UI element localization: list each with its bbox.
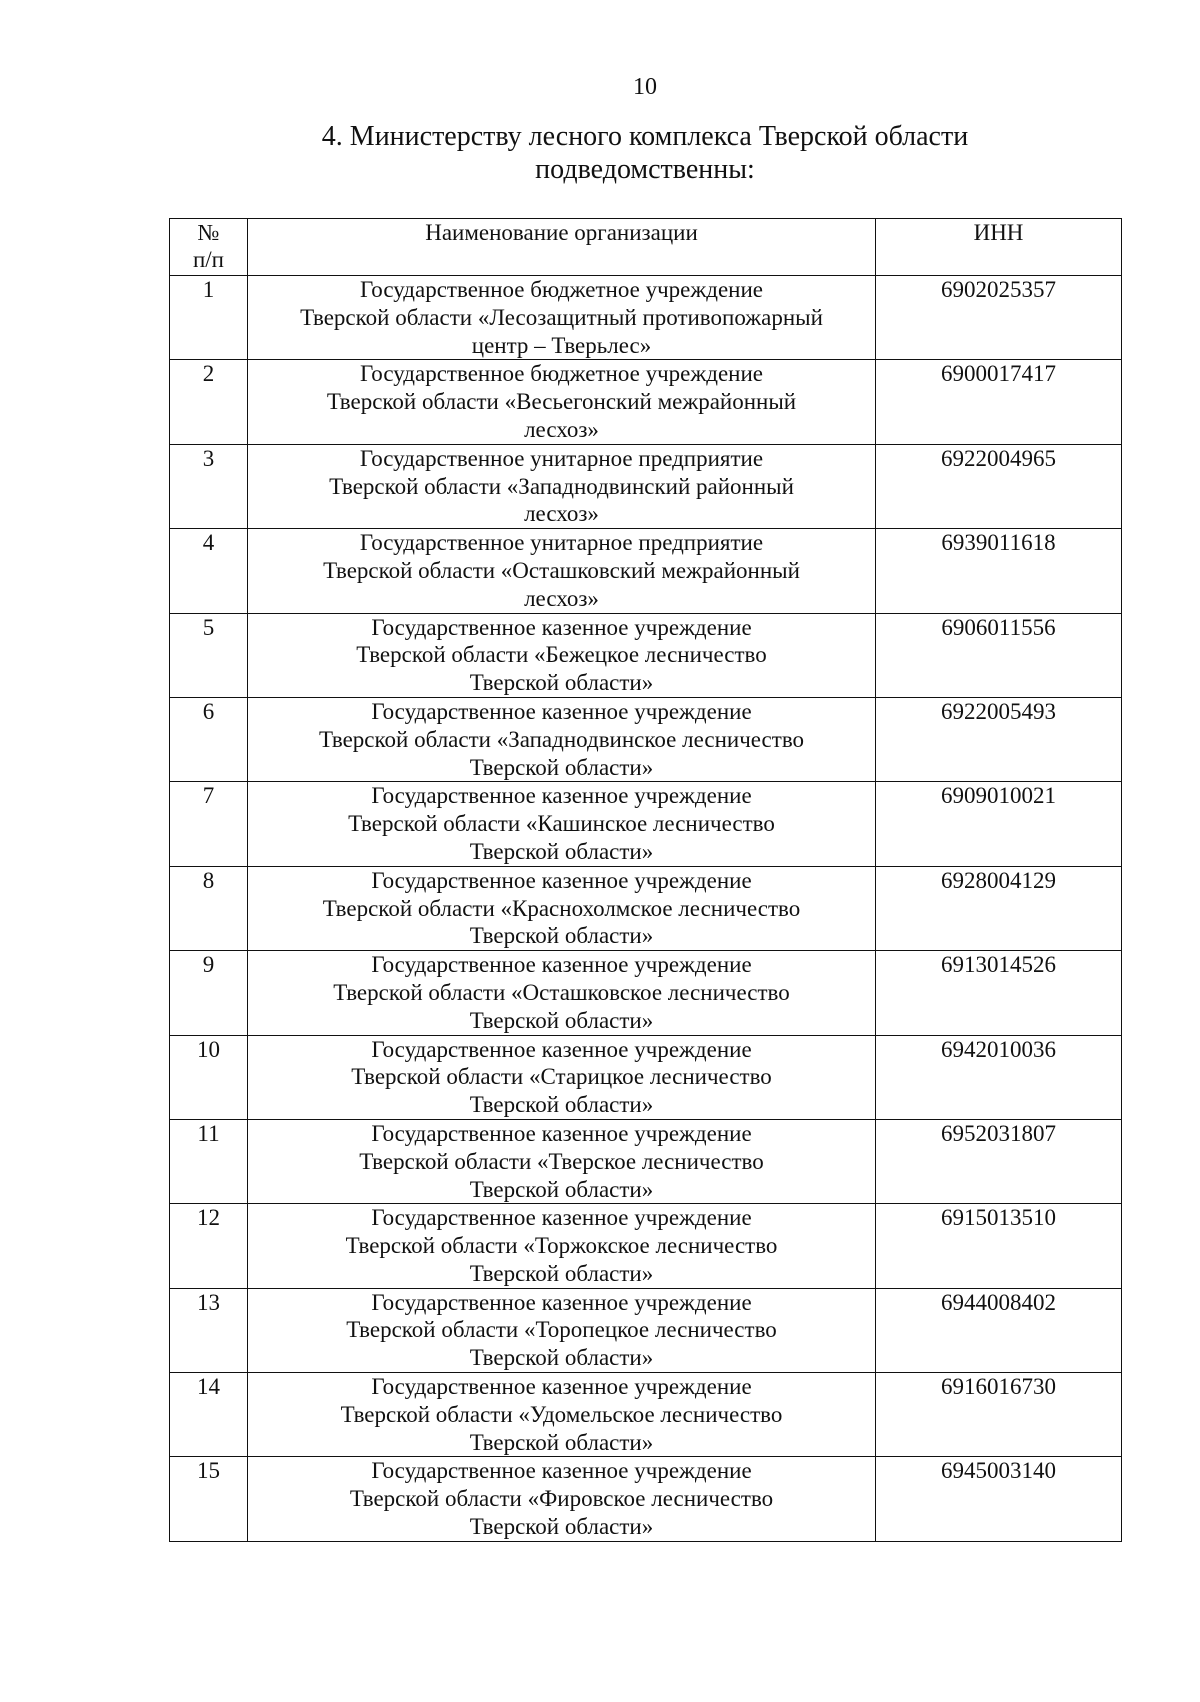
organization-name-line: Тверской области «Осташковский межрайонный xyxy=(323,557,800,583)
organization-name xyxy=(248,444,876,528)
organization-name xyxy=(248,951,876,1035)
organizations-table xyxy=(169,218,1122,1542)
organization-name-line: Тверской области «Бежецкое лесничество xyxy=(356,642,767,668)
organization-inn: 6900017417 xyxy=(876,360,1122,444)
organization-inn: 6913014526 xyxy=(876,951,1122,1035)
organization-name-line: Тверской области «Фировское лесничество xyxy=(349,1486,774,1512)
organization-name xyxy=(248,360,876,444)
organization-name-line: Тверской области «Удомельское лесничество xyxy=(340,1401,783,1427)
organization-name xyxy=(248,276,876,360)
row-number: 2 xyxy=(170,360,248,444)
organization-name-line: Государственное казенное учреждение xyxy=(371,952,752,978)
table-row xyxy=(170,866,1122,950)
organization-name-line: Государственное казенное учреждение xyxy=(371,1458,752,1484)
section-heading-line-2: подведомственны: xyxy=(535,154,755,185)
table-row xyxy=(170,697,1122,781)
organization-name-line: Государственное казенное учреждение xyxy=(371,1289,752,1315)
organization-name-line: Тверской области «Торжокское лесничество xyxy=(345,1233,778,1259)
organization-inn: 6915013510 xyxy=(876,1204,1122,1288)
organization-name-line: Тверской области» xyxy=(469,1514,654,1540)
header-organization-name: Наименование организации xyxy=(248,219,876,276)
organization-name-line: Тверской области «Старицкое лесничество xyxy=(351,1064,772,1090)
row-number: 15 xyxy=(170,1457,248,1541)
organization-name xyxy=(248,1119,876,1203)
organization-name-line: Государственное казенное учреждение xyxy=(371,1205,752,1231)
organization-inn: 6906011556 xyxy=(876,613,1122,697)
organization-inn: 6942010036 xyxy=(876,1035,1122,1119)
organization-name-line: Государственное унитарное предприятие xyxy=(359,445,764,471)
table-row xyxy=(170,1035,1122,1119)
organization-name-line: центр – Тверьлес» xyxy=(471,332,652,358)
organization-inn: 6944008402 xyxy=(876,1288,1122,1372)
row-number: 1 xyxy=(170,276,248,360)
organization-name-line: Тверской области» xyxy=(469,670,654,696)
row-number: 7 xyxy=(170,782,248,866)
header-number-line-2: п/п xyxy=(192,247,224,272)
organization-name-line: лесхоз» xyxy=(524,501,599,527)
organization-name-line: лесхоз» xyxy=(524,585,599,611)
organization-name-line: Тверской области» xyxy=(469,1345,654,1371)
organization-name-line: Тверской области» xyxy=(469,838,654,864)
organization-name-line: Тверской области «Лесозащитный противопожарный xyxy=(300,304,823,330)
table-row xyxy=(170,276,1122,360)
organization-name-line: Тверской области «Весьегонский межрайонный xyxy=(326,389,797,415)
organization-name-line: Государственное унитарное предприятие xyxy=(359,530,764,556)
header-number xyxy=(170,219,248,276)
organization-inn: 6945003140 xyxy=(876,1457,1122,1541)
organization-name-line: Тверской области «Торопецкое лесничество xyxy=(346,1317,777,1343)
section-heading-line-1: 4. Министерству лесного комплекса Тверской области xyxy=(321,121,969,152)
organization-name-line: Тверской области» xyxy=(469,1260,654,1286)
organization-inn: 6922004965 xyxy=(876,444,1122,528)
organization-inn: 6928004129 xyxy=(876,866,1122,950)
row-number: 10 xyxy=(170,1035,248,1119)
organization-name xyxy=(248,529,876,613)
organization-name-line: Тверской области» xyxy=(469,1176,654,1202)
row-number: 12 xyxy=(170,1204,248,1288)
organization-name-line: Тверской области «Осташковское лесничество xyxy=(333,979,790,1005)
organization-name xyxy=(248,697,876,781)
organization-name xyxy=(248,782,876,866)
row-number: 9 xyxy=(170,951,248,1035)
organization-name-line: Государственное казенное учреждение xyxy=(371,1374,752,1400)
organization-inn: 6902025357 xyxy=(876,276,1122,360)
header-inn: ИНН xyxy=(876,219,1122,276)
table-row xyxy=(170,529,1122,613)
organization-name-line: Государственное бюджетное учреждение xyxy=(360,277,763,302)
organization-name-line: Государственное бюджетное учреждение xyxy=(360,361,763,387)
row-number: 11 xyxy=(170,1119,248,1203)
organization-name-line: Тверской области» xyxy=(469,1092,654,1118)
organization-name-line: лесхоз» xyxy=(524,416,599,442)
organization-name-line: Тверской области» xyxy=(469,1007,654,1033)
organization-name-line: Государственное казенное учреждение xyxy=(371,698,752,724)
table-row xyxy=(170,1204,1122,1288)
page-number: 10 xyxy=(633,74,657,100)
section-heading xyxy=(0,120,1200,186)
table-row xyxy=(170,782,1122,866)
organization-name-line: Тверской области «Краснохолмское лесничество xyxy=(322,895,801,921)
table-row xyxy=(170,613,1122,697)
table-row xyxy=(170,1457,1122,1541)
organization-name-line: Государственное казенное учреждение xyxy=(371,783,752,809)
organization-name xyxy=(248,1373,876,1457)
table-row xyxy=(170,1373,1122,1457)
organization-name-line: Тверской области «Западнодвинский районный xyxy=(329,473,794,499)
organization-name-line: Тверской области» xyxy=(469,1429,654,1455)
organization-inn: 6916016730 xyxy=(876,1373,1122,1457)
table-row xyxy=(170,1288,1122,1372)
organization-name-line: Тверской области «Кашинское лесничество xyxy=(348,811,775,837)
organization-name-line: Государственное казенное учреждение xyxy=(371,867,752,893)
organization-name-line: Государственное казенное учреждение xyxy=(371,614,752,640)
organization-name-line: Тверской области «Тверское лесничество xyxy=(359,1148,764,1174)
organization-inn: 6952031807 xyxy=(876,1119,1122,1203)
organization-name-line: Тверской области» xyxy=(469,923,654,949)
organization-name xyxy=(248,1035,876,1119)
row-number: 5 xyxy=(170,613,248,697)
organization-name xyxy=(248,1288,876,1372)
row-number: 3 xyxy=(170,444,248,528)
organization-inn: 6922005493 xyxy=(876,697,1122,781)
table-header-row xyxy=(170,219,1122,276)
row-number: 8 xyxy=(170,866,248,950)
table-row xyxy=(170,444,1122,528)
table-body xyxy=(170,276,1122,1542)
table-row xyxy=(170,1119,1122,1203)
header-number-line-1: № xyxy=(197,220,220,245)
row-number: 13 xyxy=(170,1288,248,1372)
row-number: 14 xyxy=(170,1373,248,1457)
organization-name-line: Государственное казенное учреждение xyxy=(371,1120,752,1146)
row-number: 4 xyxy=(170,529,248,613)
organization-inn: 6909010021 xyxy=(876,782,1122,866)
organization-name xyxy=(248,1457,876,1541)
organization-name-line: Государственное казенное учреждение xyxy=(371,1036,752,1062)
organization-name xyxy=(248,866,876,950)
table-row xyxy=(170,360,1122,444)
table-row xyxy=(170,951,1122,1035)
organization-inn: 6939011618 xyxy=(876,529,1122,613)
row-number: 6 xyxy=(170,697,248,781)
organization-name xyxy=(248,613,876,697)
organization-name-line: Тверской области» xyxy=(469,754,654,780)
organization-name xyxy=(248,1204,876,1288)
organization-name-line: Тверской области «Западнодвинское лесничество xyxy=(318,726,805,752)
